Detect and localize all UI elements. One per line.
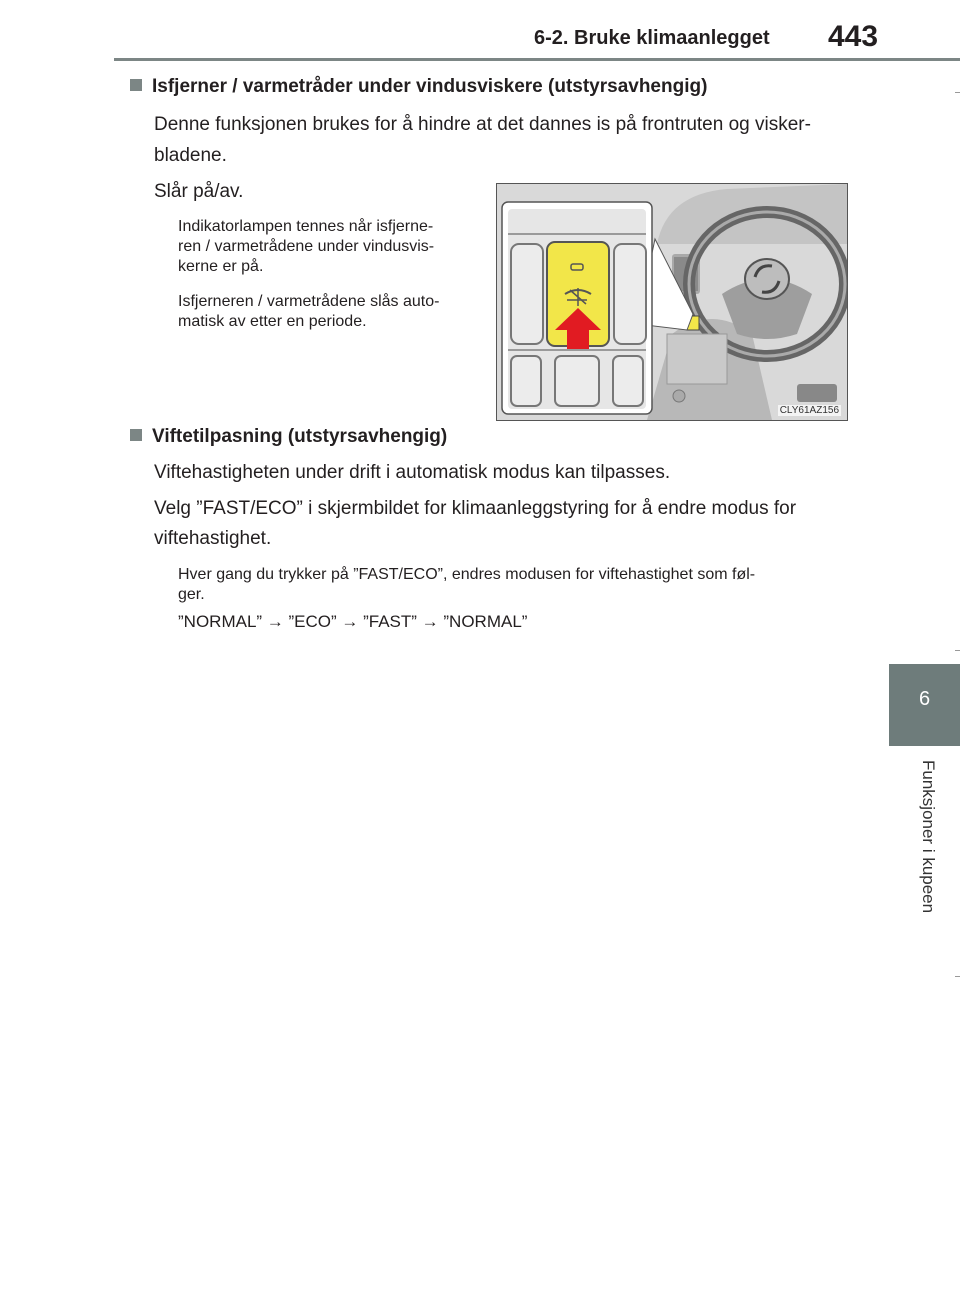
mode-sequence: ”NORMAL” → ”ECO” → ”FAST” → ”NORMAL”: [178, 612, 528, 631]
margin-tick: [955, 92, 960, 93]
page-number: 443: [828, 20, 879, 53]
note-line: Hver gang du trykker på ”FAST/ECO”, endres modusen for viftehastighet som føl-: [178, 566, 756, 583]
note-line: matisk av etter en periode.: [178, 313, 367, 330]
heading-text: Isfjerner / varmetråder under vindusviskere (utstyrsavhengig): [152, 76, 708, 97]
illustration-svg: [497, 184, 847, 420]
note-line: kerne er på.: [178, 258, 264, 275]
note-line: Indikatorlampen tennes når isfjerne-: [178, 218, 434, 235]
paragraph-line: viftehastighet.: [154, 528, 272, 549]
margin-tick: [955, 650, 960, 651]
note-line: ren / varmetrådene under vindusvis-: [178, 238, 435, 255]
section-heading-deicer: [130, 76, 707, 98]
dashboard-illustration: [496, 183, 848, 421]
note-line: ger.: [178, 586, 205, 603]
heading-bullet-icon: [130, 79, 142, 91]
header-rule: [114, 58, 960, 61]
paragraph-line: bladene.: [154, 145, 227, 166]
heading-text: Viftetilpasning (utstyrsavhengig): [152, 426, 448, 447]
toggle-text: Slår på/av.: [154, 181, 244, 202]
heading-bullet-icon: [130, 429, 142, 441]
figure-code: CLY61AZ156: [779, 405, 839, 416]
paragraph-line: Denne funksjonen brukes for å hindre at det dannes is på frontruten og visker-: [154, 114, 811, 135]
paragraph-line: Velg ”FAST/ECO” i skjermbildet for klimaanleggstyring for å endre modus for: [154, 498, 797, 519]
section-heading-fan: [130, 426, 447, 448]
side-tab-label: Funksjoner i kupeen: [919, 760, 938, 914]
side-tab-number: 6: [918, 688, 931, 710]
margin-tick: [955, 976, 960, 977]
note-line: Isfjerneren / varmetrådene slås auto-: [178, 293, 440, 310]
section-title: 6-2. Bruke klimaanlegget: [534, 27, 770, 49]
paragraph-line: Viftehastigheten under drift i automatisk modus kan tilpasses.: [154, 462, 671, 483]
